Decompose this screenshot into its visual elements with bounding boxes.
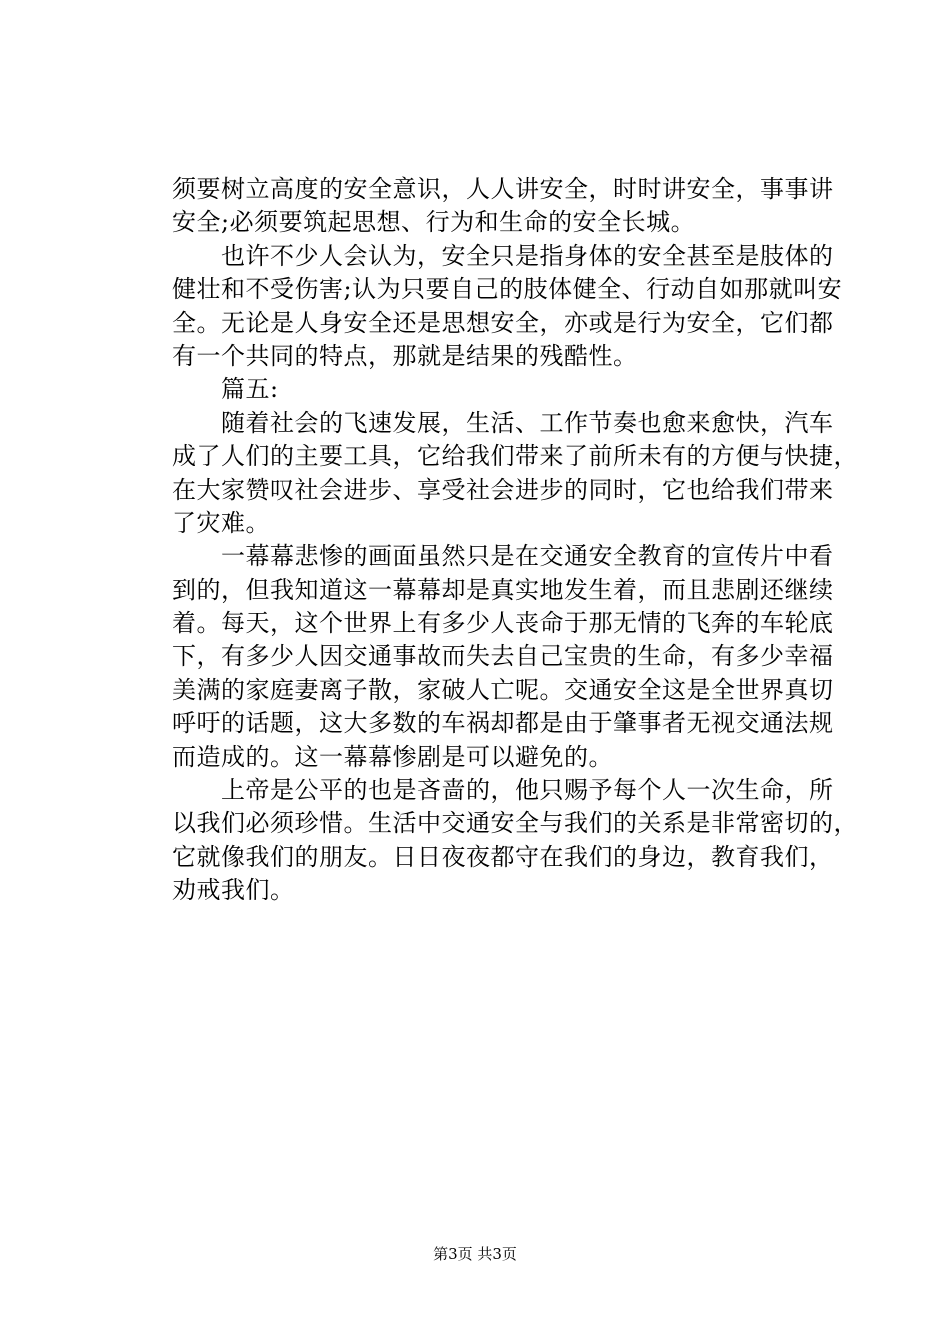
page-number-label: 第3页 共3页 bbox=[433, 1245, 517, 1263]
text-line: 着。每天，这个世界上有多少人丧命于那无情的飞奔的车轮底 bbox=[172, 609, 834, 638]
document-body bbox=[172, 173, 858, 908]
paragraph bbox=[172, 540, 832, 774]
text-line: 一幕幕悲惨的画面虽然只是在交通安全教育的宣传片中看 bbox=[172, 542, 834, 571]
text-line: 健壮和不受伤害;认为只要自己的肢体健全、行动自如那就叫安 bbox=[172, 275, 843, 304]
paragraph bbox=[172, 774, 858, 908]
text-line: 成了人们的主要工具，它给我们带来了前所未有的方便与快捷， bbox=[172, 442, 858, 471]
paragraph bbox=[172, 240, 843, 374]
text-line: 了灾难。 bbox=[172, 508, 270, 537]
text-line: 而造成的。这一幕幕惨剧是可以避免的。 bbox=[172, 742, 613, 771]
text-line: 须要树立高度的安全意识，人人讲安全，时时讲安全，事事讲 bbox=[172, 175, 834, 203]
text-line: 呼吁的话题，这大多数的车祸却都是由于肇事者无视交通法规 bbox=[172, 709, 834, 738]
paragraph bbox=[172, 407, 858, 541]
text-line: 篇五: bbox=[172, 375, 279, 404]
text-line: 美满的家庭妻离子散，家破人亡呢。交通安全这是全世界真切 bbox=[172, 675, 834, 704]
text-line: 它就像我们的朋友。日日夜夜都守在我们的身边，教育我们， bbox=[172, 842, 834, 871]
text-line: 到的，但我知道这一幕幕却是真实地发生着，而且悲剧还继续 bbox=[172, 575, 834, 604]
text-line: 下，有多少人因交通事故而失去自己宝贵的生命，有多少幸福 bbox=[172, 642, 834, 671]
text-line: 全。无论是人身安全还是思想安全，亦或是行为安全，它们都 bbox=[172, 308, 834, 337]
section-heading bbox=[172, 373, 832, 406]
text-line: 劝戒我们。 bbox=[172, 876, 295, 905]
text-line: 在大家赞叹社会进步、享受社会进步的同时，它也给我们带来 bbox=[172, 475, 834, 504]
text-line: 安全;必须要筑起思想、行为和生命的安全长城。 bbox=[172, 208, 696, 237]
text-line: 也许不少人会认为，安全只是指身体的安全甚至是肢体的 bbox=[172, 241, 834, 270]
paragraph bbox=[172, 173, 832, 240]
text-line: 上帝是公平的也是吝啬的，他只赐予每个人一次生命，所 bbox=[172, 776, 834, 805]
text-line: 以我们必须珍惜。生活中交通安全与我们的关系是非常密切的， bbox=[172, 809, 858, 838]
page-footer bbox=[0, 1244, 950, 1264]
text-line: 随着社会的飞速发展，生活、工作节奏也愈来愈快，汽车 bbox=[172, 408, 834, 437]
text-line: 有一个共同的特点，那就是结果的残酷性。 bbox=[172, 341, 638, 370]
